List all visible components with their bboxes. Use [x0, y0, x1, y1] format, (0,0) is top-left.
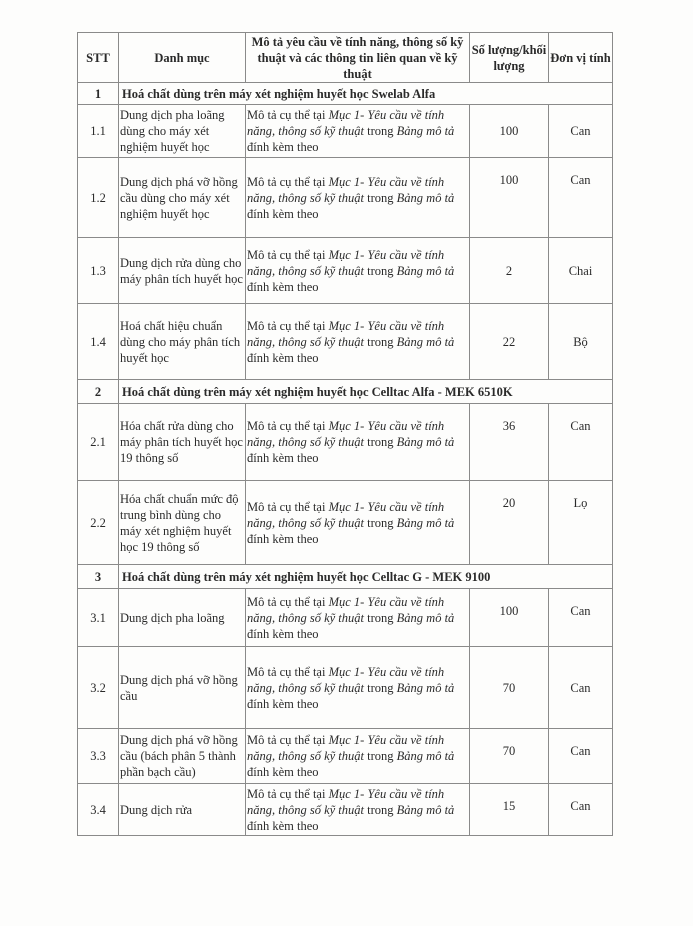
- table-row: [78, 105, 613, 158]
- item-number: 2.2: [78, 481, 119, 565]
- table-row: [78, 404, 613, 481]
- section-title: Hoá chất dùng trên máy xét nghiệm huyết học Celltac Alfa - MEK 6510K: [119, 380, 613, 404]
- item-name: Dung dịch rửa dùng cho máy phân tích huyết học: [119, 238, 246, 304]
- desc-middle: trong: [364, 515, 397, 530]
- desc-table-ref: Bảng mô tả: [396, 802, 455, 817]
- item-unit: Can: [549, 158, 613, 238]
- header-quantity: Số lượng/khối lượng: [470, 33, 549, 83]
- item-number: 1.4: [78, 304, 119, 380]
- desc-prefix: Mô tả cụ thể tại: [247, 499, 329, 514]
- desc-reference: Mục 1- Yêu cầu về tính năng, thông số kỹ thuật: [247, 594, 445, 625]
- item-number: 3.3: [78, 729, 119, 784]
- table-header-row: [78, 33, 613, 83]
- item-description: [246, 589, 470, 647]
- desc-reference: Mục 1- Yêu cầu về tính năng, thông số kỹ thuật: [247, 664, 445, 695]
- desc-table-ref: Bảng mô tả: [396, 334, 455, 349]
- desc-table-ref: Bảng mô tả: [396, 515, 455, 530]
- item-description: [246, 304, 470, 380]
- table-row: [78, 481, 613, 565]
- item-number: 1.3: [78, 238, 119, 304]
- table-row: [78, 647, 613, 729]
- desc-suffix: đính kèm theo: [247, 206, 319, 221]
- item-description: [246, 105, 470, 158]
- desc-prefix: Mô tả cụ thể tại: [247, 318, 329, 333]
- desc-suffix: đính kèm theo: [247, 818, 319, 833]
- item-number: 1.2: [78, 158, 119, 238]
- item-description: [246, 158, 470, 238]
- desc-reference: Mục 1- Yêu cầu về tính năng, thông số kỹ thuật: [247, 108, 445, 138]
- header-category: Danh mục: [119, 33, 246, 83]
- item-quantity: 36: [470, 404, 549, 481]
- item-quantity: 15: [470, 784, 549, 836]
- desc-middle: trong: [364, 802, 397, 817]
- item-unit: Chai: [549, 238, 613, 304]
- section-row: [78, 83, 613, 105]
- desc-middle: trong: [364, 190, 397, 205]
- desc-suffix: đính kèm theo: [247, 451, 319, 465]
- item-name: Hóa chất chuẩn mức độ trung bình dùng cho máy xét nghiệm huyết học 19 thông số: [119, 481, 246, 565]
- item-unit: Bộ: [549, 304, 613, 380]
- desc-suffix: đính kèm theo: [247, 696, 319, 711]
- item-quantity: 100: [470, 589, 549, 647]
- desc-prefix: Mô tả cụ thể tại: [247, 733, 329, 747]
- item-name: Dung dịch phá vỡ hồng cầu: [119, 647, 246, 729]
- item-number: 2.1: [78, 404, 119, 481]
- item-name: Hoá chất hiệu chuẩn dùng cho máy phân tích huyết học: [119, 304, 246, 380]
- item-quantity: 70: [470, 647, 549, 729]
- desc-suffix: đính kèm theo: [247, 279, 319, 294]
- item-unit: Can: [549, 729, 613, 784]
- item-number: 3.2: [78, 647, 119, 729]
- item-description: [246, 647, 470, 729]
- desc-middle: trong: [364, 435, 397, 449]
- section-row: [78, 380, 613, 404]
- desc-reference: Mục 1- Yêu cầu về tính năng, thông số kỹ thuật: [247, 499, 445, 530]
- item-unit: Can: [549, 589, 613, 647]
- section-number: 1: [78, 83, 119, 105]
- desc-table-ref: Bảng mô tả: [396, 124, 455, 138]
- desc-reference: Mục 1- Yêu cầu về tính năng, thông số kỹ thuật: [247, 419, 445, 449]
- item-name: Dung dịch rửa: [119, 784, 246, 836]
- item-description: [246, 729, 470, 784]
- table-row: [78, 729, 613, 784]
- desc-middle: trong: [364, 680, 397, 695]
- item-name: Dung dịch phá vỡ hồng cầu (bách phân 5 thành phần bạch cầu): [119, 729, 246, 784]
- desc-middle: trong: [364, 334, 397, 349]
- desc-suffix: đính kèm theo: [247, 350, 319, 365]
- desc-prefix: Mô tả cụ thể tại: [247, 594, 329, 609]
- item-number: 3.4: [78, 784, 119, 836]
- item-unit: Can: [549, 105, 613, 158]
- item-quantity: 2: [470, 238, 549, 304]
- table-body: [78, 83, 613, 836]
- desc-table-ref: Bảng mô tả: [396, 435, 455, 449]
- desc-table-ref: Bảng mô tả: [396, 263, 455, 278]
- desc-reference: Mục 1- Yêu cầu về tính năng, thông số kỹ thuật: [247, 247, 445, 278]
- desc-middle: trong: [364, 263, 397, 278]
- desc-reference: Mục 1- Yêu cầu về tính năng, thông số kỹ thuật: [247, 786, 445, 817]
- item-number: 1.1: [78, 105, 119, 158]
- item-name: Dung dịch pha loãng: [119, 589, 246, 647]
- item-number: 3.1: [78, 589, 119, 647]
- item-unit: Can: [549, 784, 613, 836]
- item-description: [246, 238, 470, 304]
- desc-table-ref: Bảng mô tả: [396, 680, 455, 695]
- desc-prefix: Mô tả cụ thể tại: [247, 174, 329, 189]
- desc-suffix: đính kèm theo: [247, 765, 319, 779]
- desc-prefix: Mô tả cụ thể tại: [247, 419, 329, 433]
- desc-prefix: Mô tả cụ thể tại: [247, 108, 329, 122]
- table-row: [78, 784, 613, 836]
- header-stt: STT: [78, 33, 119, 83]
- item-unit: Lọ: [549, 481, 613, 565]
- item-quantity: 100: [470, 105, 549, 158]
- header-unit: Đơn vị tính: [549, 33, 613, 83]
- item-quantity: 100: [470, 158, 549, 238]
- desc-table-ref: Bảng mô tả: [396, 749, 455, 763]
- desc-reference: Mục 1- Yêu cầu về tính năng, thông số kỹ thuật: [247, 318, 445, 349]
- desc-reference: Mục 1- Yêu cầu về tính năng, thông số kỹ thuật: [247, 733, 445, 763]
- item-quantity: 20: [470, 481, 549, 565]
- requirements-table: [77, 32, 613, 836]
- desc-middle: trong: [364, 124, 397, 138]
- desc-middle: trong: [364, 610, 397, 625]
- desc-prefix: Mô tả cụ thể tại: [247, 247, 329, 262]
- table-row: [78, 238, 613, 304]
- header-description: Mô tả yêu cầu về tính năng, thông số kỹ thuật và các thông tin liên quan về kỹ thuật: [246, 33, 470, 83]
- section-number: 2: [78, 380, 119, 404]
- item-quantity: 70: [470, 729, 549, 784]
- section-title: Hoá chất dùng trên máy xét nghiệm huyết học Celltac G - MEK 9100: [119, 565, 613, 589]
- item-description: [246, 481, 470, 565]
- item-unit: Can: [549, 647, 613, 729]
- item-name: Dung dịch pha loãng dùng cho máy xét nghiệm huyết học: [119, 105, 246, 158]
- item-name: Dung dịch phá vỡ hồng cầu dùng cho máy xét nghiệm huyết học: [119, 158, 246, 238]
- desc-middle: trong: [364, 749, 397, 763]
- desc-reference: Mục 1- Yêu cầu về tính năng, thông số kỹ thuật: [247, 174, 445, 205]
- item-unit: Can: [549, 404, 613, 481]
- table-row: [78, 304, 613, 380]
- section-title: Hoá chất dùng trên máy xét nghiệm huyết học Swelab Alfa: [119, 83, 613, 105]
- desc-suffix: đính kèm theo: [247, 140, 319, 154]
- desc-prefix: Mô tả cụ thể tại: [247, 664, 329, 679]
- item-description: [246, 404, 470, 481]
- table-row: [78, 158, 613, 238]
- desc-table-ref: Bảng mô tả: [396, 610, 455, 625]
- table-row: [78, 589, 613, 647]
- desc-prefix: Mô tả cụ thể tại: [247, 786, 329, 801]
- section-number: 3: [78, 565, 119, 589]
- section-row: [78, 565, 613, 589]
- item-description: [246, 784, 470, 836]
- desc-suffix: đính kèm theo: [247, 531, 319, 546]
- desc-suffix: đính kèm theo: [247, 626, 319, 641]
- item-name: Hóa chất rửa dùng cho máy phân tích huyết học 19 thông số: [119, 404, 246, 481]
- item-quantity: 22: [470, 304, 549, 380]
- desc-table-ref: Bảng mô tả: [396, 190, 455, 205]
